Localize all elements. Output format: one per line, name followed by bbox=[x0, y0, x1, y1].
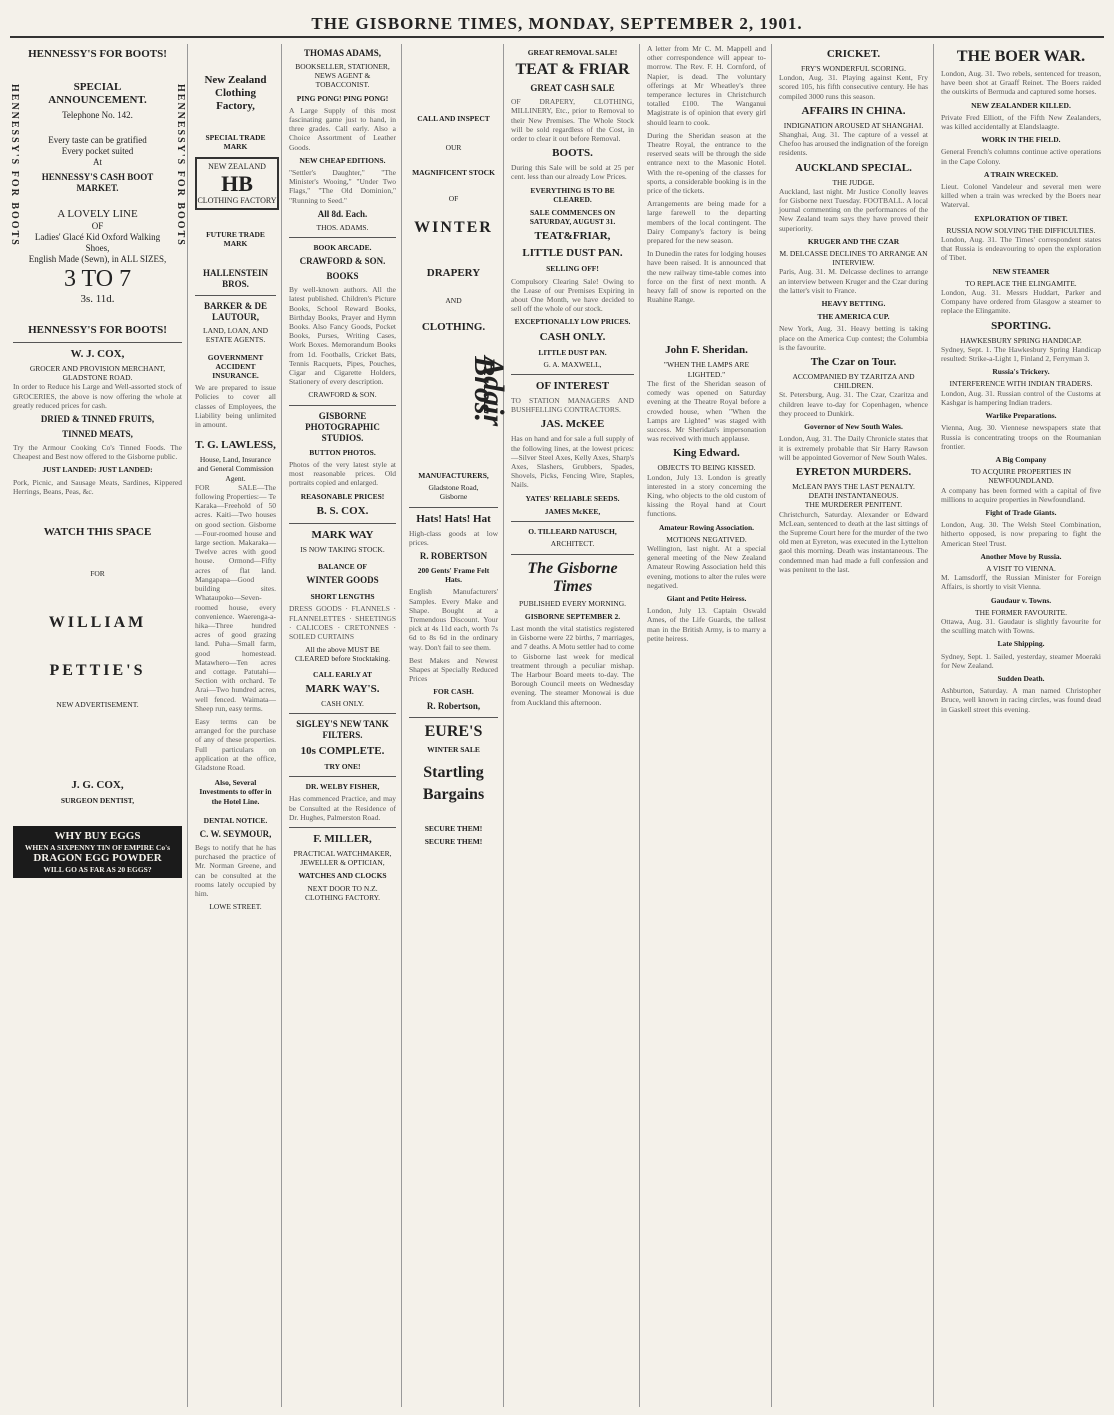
murderer-penitent: THE MURDERER PENITENT. bbox=[804, 500, 903, 510]
seymour: C. W. SEYMOUR, bbox=[199, 828, 272, 839]
governor-nsw: Governor of New South Wales. bbox=[804, 422, 903, 432]
tilleard: O. TILLEARD NATUSCH, bbox=[528, 527, 617, 537]
column-3: THOMAS ADAMS, BOOKSELLER, STATIONER, NEWS AGENT & TOBACCONIST. PING PONG! PING PONG! A Large Supply of this most fascinating game just to hand, in three grades. Call early. Also a Choice Assortment of Leather Goods. NEW CHEAP EDITIONS. "Settler's Daughter," "The Minister's Wooing," "Under Two Flags," "The Old Dominion," "Running to Seed." All 8d. Each. THOS. ADAMS. BOOK ARCADE. CRAWFORD & SON. BOOKS By well-known authors. All the latest published. Children's Picture Books, School Reward Books, Birthday Books, Prayer and Hymn Books. Also Fancy Goods, Pocket Books, Purses, Writing Cases, Work Boxes. Memorandum Books from 1d. Footballs, Cricket Bats, Tennis Racquets, Pipes, Pouches, Cigar and Cigarette Holders, Stationery of every description. CRAWFORD & SON. GISBORNE PHOTOGRAPHIC STUDIOS. BUTTON PHOTOS. Photos of the very latest style at most reasonable prices. Old portraits copied and enlarged. REASONABLE PRICES! B. S. COX. MARK WAY IS NOW TAKING STOCK. BALANCE OF WINTER GOODS SHORT LENGTHS DRESS GOODS · FLANNELS · FLANNELETTES · SHEETINGS · CALICOES · CRETONNES · SOILED CURTAINS All the above MUST BE CLEARED before Stocktaking. CALL EARLY AT MARK WAY'S. CASH ONLY. SIGLEY'S NEW TANK FILTERS. 10s COMPLETE. TRY ONE! DR. WELBY FISHER, Has commenced Practice, and may be Consulted at the Residence of Dr. Hughes, Palmerston Road. F. MILLER, PRACTICAL WATCHMAKER, JEWELLER & OPTICIAN, WATCHES AND CLOCKS NEXT DOOR TO N.Z. CLOTHING FACTORY. bbox=[284, 44, 402, 1407]
lawless: T. G. LAWLESS, bbox=[195, 439, 276, 452]
hb-logo-bottom: CLOTHING FACTORY bbox=[197, 195, 277, 205]
lawless-sub: House, Land, Insurance and General Commission Agent. bbox=[197, 455, 274, 483]
special-announcement: SPECIAL ANNOUNCEMENT. bbox=[48, 81, 147, 106]
of-interest: OF INTEREST bbox=[535, 380, 610, 393]
hb-logo-top: NEW ZEALAND bbox=[208, 162, 266, 172]
all-8d: All 8d. Each. bbox=[317, 208, 368, 219]
another-move: Another Move by Russia. bbox=[980, 551, 1062, 561]
acquire: TO ACQUIRE PROPERTIES IN NEWFOUNDLAND. bbox=[970, 467, 1072, 486]
jas-mckee: JAS. McKEE bbox=[540, 418, 605, 431]
russia-solving: RUSSIA NOW SOLVING THE DIFFICULTIES. bbox=[946, 225, 1096, 235]
gents-hats: 200 Gents' Frame Felt Hats. bbox=[417, 566, 490, 585]
the-judge: THE JUDGE. bbox=[832, 177, 875, 187]
gaudaur-towns: Gaudaur v. Towns. bbox=[990, 595, 1052, 605]
taking-stock: IS NOW TAKING STOCK. bbox=[300, 544, 385, 554]
future-trade-mark: FUTURE TRADE MARK bbox=[206, 229, 265, 249]
column-5: GREAT REMOVAL SALE! TEAT & FRIAR GREAT CASH SALE OF DRAPERY, CLOTHING, MILLINERY, Etc., prior to Removal to their New Premises. The Whole Stock will be sold regardless of the Cost, in order to clear it out before Removal. BOOTS. During this Sale will be sold at 25 per cent. less than our already Low Prices. EVERYTHING IS TO BE CLEARED. SALE COMMENCES ON SATURDAY, AUGUST 31. TEAT&FRIAR, LITTLE DUST PAN. SELLING OFF! Compulsory Clearing Sale! Owing to the Lease of our Premises Expiring in about One Month, we have decided to sell off the whole of our stock. EXCEPTIONALLY LOW PRICES. CASH ONLY. LITTLE DUST PAN. G. A. MAXWELL, OF INTEREST TO STATION MANAGERS AND BUSHFELLING CONTRACTORS. JAS. McKEE Has on hand and for sale a full supply of the following lines, at the lowest prices:—Silver Steel Axes, Kelly Axes, Sharp's Axes, Slashers, Grubbers, Spades, Shovels, Picks, Fencing Wire, Staples, Nails. YATES' RELIABLE SEEDS. JAMES McKEE, O. TILLEARD NATUSCH, ARCHITECT. The Gisborne Times PUBLISHED EVERY MORNING. GISBORNE SEPTEMBER 2. Last month the vital statistics registered in Gisborne were 22 births, 7 marriages, and 7 deaths. A Motu settler had to come to Gisborne last week for medical treatment through a peculiar mishap. The Harbour Board meets to-day. The Borough Council meets on Wednesday evening. The steamer Monowai is due from Auckland this afternoon. bbox=[506, 44, 640, 1407]
fry-scoring: FRY'S WONDERFUL SCORING. bbox=[801, 64, 906, 73]
russia-trickery: Russia's Trickery. bbox=[992, 367, 1050, 377]
eures: EURE'S bbox=[424, 722, 483, 740]
maxwell: G. A. MAXWELL, bbox=[543, 359, 602, 369]
winter-sale: WINTER SALE bbox=[427, 744, 480, 754]
adams: THOMAS ADAMS, bbox=[303, 48, 381, 58]
mclean-penalty: McLEAN PAYS THE LAST PENALTY. bbox=[792, 481, 915, 491]
column-8: THE BOER WAR. London, Aug. 31. Two rebels, sentenced for treason, have been shot at Graaff Reinet. The Boers raided the outskirts of Bermuda and captured some horses. NEW ZEALANDER KILLED. Private Fred Elliott, of the Fifth New Zealanders, was killed accidentally at Elandslaagte. WORK IN THE FIELD. General French's columns continue active operations in the Cape Colony. A TRAIN WRECKED. Lieut. Colonel Vandeleur and several men were killed when a train was wrecked by the Boers near Waterval. EXPLORATION OF TIBET. RUSSIA NOW SOLVING THE DIFFICULTIES. London, Aug. 31. The Times' correspondent states that Russia is endeavouring to open the exploration of Tibet. NEW STEAMER TO REPLACE THE ELINGAMITE. London, Aug. 31. Messrs Huddart, Parker and Company have ordered from Glasgow a steamer to replace the Elingamite. SPORTING. HAWKESBURY SPRING HANDICAP. Sydney, Sept. 1. The Hawkesbury Spring Handicap resulted: Strike-a-Light 1, Finland 2, Ferryman 3. Russia's Trickery. INTERFERENCE WITH INDIAN TRADERS. London, Aug. 31. Russian control of the Customs at Kashgar is hampering Indian traders. Warlike Preparations. Vienna, Aug. 30. Viennese newspapers state that Russia is concentrating troops on the Roumanian frontier. A Big Company TO ACQUIRE PROPERTIES IN NEWFOUNDLAND. A company has been formed with a capital of five millions to acquire properties in Newfoundland. Fight of Trade Giants. London, Aug. 30. The Welsh Steel Combination, hitherto opposed, is now preparing to fight the American Steel Trust. Another Move by Russia. A VISIT TO VIENNA. M. Lamsdorff, the Russian Minister for Foreign Affairs, is shortly to visit Vienna. Gaudaur v. Towns. THE FORMER FAVOURITE. Ottawa, Aug. 31. Gaudaur is slightly favourite for the sculling match with Towns. Late Shipping. Sydney, Sept. 1. Sailed, yesterday, steamer Moeraki for New Zealand. Sudden Death. Ashburton, Saturday. A man named Christopher Bruce, well known in racing circles, was found dead in Gaskell street this evening. bbox=[941, 48, 1101, 714]
amateur-rowing: Amateur Rowing Association. bbox=[658, 522, 755, 532]
try-one: TRY ONE! bbox=[324, 761, 361, 771]
selling-off: SELLING OFF! bbox=[546, 264, 599, 274]
work-field: WORK IN THE FIELD. bbox=[981, 135, 1061, 145]
column-1: HENNESSY'S FOR BOOTS! HENNESSY'S FOR BOOTS HENNESSY'S FOR BOOTS SPECIAL ANNOUNCEMENT. Telephone No. 142. Every taste can be gratified Every pocket suited At HENNESSY'S CASH BOOT MARKET. A LOVELY LINE OF Ladies' Glacé Kid Oxford Walking Shoes, English Made (Sewn), in ALL SIZES, 3 TO 7 3s. 11d. HENNESSY'S FOR BOOTS! W. J. COX, GROCER AND PROVISION MERCHANT, GLADSTONE ROAD. In order to Reduce his Large and Well-assorted stock of GROCERIES, the above is now offering the whole at greatly reduced prices for cash. DRIED & TINNED FRUITS, TINNED MEATS, Try the Armour Cooking Co's Tinned Foods. The Cheapest and Best now offered to the Gisborne public. JUST LANDED: JUST LANDED: Pork, Picnic, and Sausage Meats, Sardines, Kippered Herrings, Beans, Peas, &c. WATCH THIS SPACE FOR WILLIAM PETTIE'S NEW ADVERTISEMENT. J. G. COX, SURGEON DENTIST, WHY BUY EGGS WHEN A SIXPENNY TIN OF EMPIRE Co's DRAGON EGG POWDER WILL GO AS FAR AS 20 EGGS? bbox=[8, 44, 188, 1407]
new-steamer: NEW STEAMER bbox=[992, 266, 1050, 276]
warlike: Warlike Preparations. bbox=[985, 411, 1057, 421]
gisborne-times: The Gisborne Times bbox=[527, 559, 618, 595]
delcasse: M. DELCASSE DECLINES TO ARRANGE AN INTERVIEW. bbox=[779, 249, 928, 268]
cox-title: W. J. COX, bbox=[70, 348, 125, 360]
james-mckee: JAMES McKEE, bbox=[544, 506, 601, 516]
czar-tour: The Czar on Tour. bbox=[810, 356, 897, 369]
winter-heading: WINTER bbox=[414, 218, 493, 236]
heavy-betting: HEAVY BETTING. bbox=[821, 299, 886, 309]
motions-negatived: MOTIONS NEGATIVED. bbox=[666, 534, 747, 544]
boots-heading: BOOTS. bbox=[552, 147, 593, 160]
magnificent-stock: MAGNIFICENT STOCK bbox=[412, 168, 495, 178]
sporting: SPORTING. bbox=[991, 319, 1051, 332]
column-2: New Zealand Clothing Factory, SPECIAL TRADE MARK NEW ZEALAND HB CLOTHING FACTORY FUTURE TRADE MARK HALLENSTEIN BROS. BARKER & DE LAUTOUR, LAND, LOAN, AND ESTATE AGENTS. GOVERNMENT ACCIDENT INSURANCE. We are prepared to issue Policies to cover all classes of Employees, the Liability being unlimited in amount. T. G. LAWLESS, House, Land, Insurance and General Commission Agent. FOR SALE—The following Properties:— Te Karaka—Freehold of 50 acres. Kaiti—Two houses on good section. Gisborne—Four-roomed house and large section. Makaraka—Twelve acres with good house. Ormond—Fifty acres of flat land. Mangapapa—Good building sites. Whataupoko—Seven-roomed house, every convenience. Waerenga-a-hika—Three hundred acres of good grazing land. Puha—Small farm, good homestead. Matawhero—Ten acres and cottage. Patutahi—Section with orchard. Te Arai—Two hundred acres, well fenced. Waimata—Sheep run, easy terms. Easy terms can be arranged for the purchase of any of these properties. Full particulars on application at the office, Gladstone Road. Also, Several Investments to offer in the Hotel Line. DENTAL NOTICE. C. W. SEYMOUR, Begs to notify that he has purchased the practice of Mr. Norman Greene, and can be consulted at the rooms lately occupied by him. LOWE STREET. bbox=[190, 44, 282, 1407]
book-arcade: BOOK ARCADE. bbox=[313, 243, 372, 253]
late-shipping: Late Shipping. bbox=[997, 639, 1045, 649]
teat-friar: TEAT & FRIAR bbox=[515, 61, 630, 79]
auckland-special: AUCKLAND SPECIAL. bbox=[795, 161, 912, 174]
replace-elingamite: TO REPLACE THE ELINGAMITE. bbox=[965, 278, 1077, 288]
america-cup: THE AMERICA CUP. bbox=[817, 312, 890, 322]
big-company: A Big Company bbox=[995, 454, 1047, 464]
indignation: INDIGNATION AROUSED AT SHANGHAI. bbox=[783, 120, 924, 130]
hennessy-banner-top: HENNESSY'S FOR BOOTS! bbox=[28, 48, 167, 60]
eggs-line-1: WHY BUY EGGS bbox=[54, 829, 141, 842]
new-advertisement: NEW ADVERTISEMENT. bbox=[56, 700, 139, 710]
reasonable-prices: REASONABLE PRICES! bbox=[300, 491, 385, 501]
giant-heiress: Giant and Petite Heiress. bbox=[666, 593, 747, 603]
barker: BARKER & DE LAUTOUR, bbox=[203, 301, 267, 323]
special-trade-mark: SPECIAL TRADE MARK bbox=[205, 133, 266, 152]
column-4: CALL AND INSPECT OUR MAGNIFICENT STOCK OF WINTER DRAPERY AND CLOTHING. Adair Bros. MANUFACTURERS, Gladstone Road, Gisborne Hats! Hats! Hat High-class goods at low prices. R. ROBERTSON 200 Gents' Frame Felt Hats. English Manufacturers' Samples. Every Make and Shape. Bought at a Tremendous Discount. Your pick at 4s 11d each, worth 7s 6d to 8s 6d in the ordinary way. Don't fail to see them. Best Makes and Newest Shapes at Specially Reduced Prices FOR CASH. R. Robertson, EURE'S WINTER SALE Startling Bargains SECURE THEM! SECURE THEM! bbox=[404, 44, 504, 1407]
ping-pong: PING PONG! PING PONG! bbox=[296, 93, 389, 103]
for-cash: FOR CASH. bbox=[433, 687, 474, 697]
column-6: A letter from Mr C. M. Mappell and other correspondence will appear to-morrow. The Rev. F. H. Cornford, of Napier, is dead. The voluntary offerings at Mr Wheatley's three temperance lectures in Christchurch totalled £100. The Wanganui Magistrate is of opinion that every girl should learn to cook. During the Sheridan season at the Theatre Royal, the entrance to the reserved seats will be through the side entrance next to the Masonic Hotel. With the re-opening of the classes for sports, a considerable booking is in the price of the tickets. Arrangements are being made for a large farewell to the departing members of the local contingent. The Dairy Company's factory is being prepared for the new season. In Dunedin the rates for lodging houses have been raised. It is announced that the new railway time-table comes into force on the first of next month. A heavy fall of snow is reported on the Ruahine Range. John F. Sheridan. "WHEN THE LAMPS ARE LIGHTED." The first of the Sheridan season of comedy was opened on Saturday evening at the Theatre Royal before a crowded house, when "When the Lamps are Lighted" was staged with success. Mr Sheridan's impersonation was received with much applause. King Edward. OBJECTS TO BEING KISSED. London, July 13. London is greatly interested in a story concerning the King, who objects to the old custom of kissing the Royal hand at Court functions. Amateur Rowing Association. MOTIONS NEGATIVED. Wellington, last night. At a special general meeting of the New Zealand Amateur Rowing Association held this evening, motions to alter the rules were negatived. Giant and Petite Heiress. London, July 13. Captain Oswald Ames, of the Life Guards, the tallest man in the British Army, is to marry a petite heiress. bbox=[642, 44, 772, 1407]
pocket-line: Every pocket suited bbox=[61, 146, 134, 156]
adair-script: Adair Bros. bbox=[468, 356, 511, 427]
mark-way: MARK WAY bbox=[311, 528, 374, 541]
and-line: AND bbox=[445, 295, 462, 305]
william: WILLIAM bbox=[48, 614, 147, 632]
balance-of: BALANCE OF bbox=[318, 561, 367, 571]
english-line: English Made (Sewn), in ALL SIZES, bbox=[28, 254, 167, 264]
surgeon-dentist: SURGEON DENTIST, bbox=[60, 796, 135, 806]
sheridan: John F. Sheridan. bbox=[665, 344, 748, 357]
barker-sub: LAND, LOAN, AND ESTATE AGENTS. bbox=[203, 326, 268, 345]
crawford: CRAWFORD & SON. bbox=[299, 256, 386, 267]
hb-logo-mid: HB bbox=[221, 170, 253, 196]
investments: Also, Several Investments to offer in the Hotel Line. bbox=[199, 778, 272, 806]
sizes: 3 TO 7 bbox=[63, 266, 132, 292]
telephone-number: Telephone No. 142. bbox=[62, 110, 133, 120]
gisborne-4: Gisborne bbox=[439, 492, 468, 502]
manufacturers: MANUFACTURERS, bbox=[418, 471, 489, 481]
eyreton-murders: EYRETON MURDERS. bbox=[795, 465, 912, 478]
nz-killed: NEW ZEALANDER KILLED. bbox=[971, 100, 1071, 110]
hb-logo bbox=[195, 157, 279, 209]
photographic-studios: GISBORNE PHOTOGRAPHIC STUDIOS. bbox=[305, 410, 380, 443]
clothing-heading: CLOTHING. bbox=[421, 321, 486, 334]
visit-vienna: A VISIT TO VIENNA. bbox=[986, 563, 1056, 573]
column-7: CRICKET. FRY'S WONDERFUL SCORING. London, Aug. 31. Playing against Kent, Fry scored 105, his fifth consecutive century. He has compiled 3000 runs this season. AFFAIRS IN CHINA. INDIGNATION AROUSED AT SHANGHAI. Shanghai, Aug. 31. The capture of a vessel at Chefoo has aroused the indignation of the foreign residents. AUCKLAND SPECIAL. THE JUDGE. Auckland, last night. Mr Justice Conolly leaves for Gisborne next Tuesday. FOOTBALL. A local journal commenting on the performances of the New Zealand team says they have proved their superiority. KRUGER AND THE CZAR M. DELCASSE DECLINES TO ARRANGE AN INTERVIEW. Paris, Aug. 31. M. Delcasse declines to arrange an interview between Kruger and the Czar during the latter's visit to France. HEAVY BETTING. THE AMERICA CUP. New York, Aug. 31. Heavy betting is taking place on the America Cup contest; the Columbia is the favourite. The Czar on Tour. ACCOMPANIED BY TZARITZA AND CHILDREN. St. Petersburg, Aug. 31. The Czar, Czaritza and children leave to-day for Copenhagen, whence they proceed to Dunkirk. Governor of New South Wales. London, Aug. 31. The Daily Chronicle states that it is extremely probable that Sir Harry Rawson will be appointed Governor of New South Wales. EYRETON MURDERS. McLEAN PAYS THE LAST PENALTY. DEATH INSTANTANEOUS. THE MURDERER PENITENT. Christchurch, Saturday. Alexander or Edward McLean, sentenced to death at the last sittings of the Supreme Court here for the murder of the two old men at Eyreton, was executed in the Lyttelton gaol this morning. Death was instantaneous. The condemned man had made a full confession and was penitent to the last. bbox=[774, 44, 934, 1407]
crawford-sign: CRAWFORD & SON. bbox=[308, 390, 377, 400]
sigley-filters: SIGLEY'S NEW TANK FILTERS. bbox=[296, 718, 389, 740]
trade-giants: Fight of Trade Giants. bbox=[985, 507, 1057, 517]
objects-kissed: OBJECTS TO BEING KISSED. bbox=[657, 463, 756, 473]
bs-cox: B. S. COX. bbox=[316, 504, 369, 517]
hawkesbury: HAWKESBURY SPRING HANDICAP. bbox=[960, 335, 1082, 345]
our-line: OUR bbox=[445, 143, 462, 153]
king-edward: King Edward. bbox=[673, 447, 740, 460]
hennessy-side-left: HENNESSY'S FOR BOOTS bbox=[9, 84, 21, 247]
egg-powder-ad bbox=[13, 826, 182, 878]
drapery-heading: DRAPERY bbox=[426, 266, 481, 279]
for-line: FOR bbox=[90, 569, 105, 579]
cash-only-5: CASH ONLY. bbox=[539, 330, 606, 343]
little-dust-pan-2: LITTLE DUST PAN. bbox=[538, 347, 607, 357]
kruger-czar: KRUGER AND THE CZAR bbox=[807, 236, 900, 246]
taste-line: Every taste can be gratified bbox=[48, 135, 147, 145]
death-instantaneous: DEATH INSTANTANEOUS. bbox=[808, 491, 899, 501]
interference: INTERFERENCE WITH INDIAN TRADERS. bbox=[949, 379, 1093, 389]
robertson-1: R. ROBERTSON bbox=[419, 551, 488, 562]
adams-sub: BOOKSELLER, STATIONER, NEWS AGENT & TOBACCONIST. bbox=[295, 62, 390, 90]
just-landed: JUST LANDED: JUST LANDED: bbox=[42, 465, 153, 475]
cricket: CRICKET. bbox=[826, 48, 881, 60]
dr-fisher: DR. WELBY FISHER, bbox=[305, 782, 380, 792]
of-line: OF bbox=[91, 221, 104, 231]
exceptionally-low: EXCEPTIONALLY LOW PRICES. bbox=[514, 317, 631, 327]
short-lengths: SHORT LENGTHS bbox=[310, 592, 375, 602]
startling: Startling bbox=[423, 763, 484, 781]
cox-dentist-name: J. G. COX, bbox=[71, 779, 124, 792]
great-cash-sale: GREAT CASH SALE bbox=[530, 83, 615, 94]
call-inspect: CALL AND INSPECT bbox=[417, 114, 490, 123]
secure-them-1: SECURE THEM! bbox=[424, 823, 483, 833]
cox-subtitle: GROCER AND PROVISION MERCHANT, GLADSTONE ROAD. bbox=[29, 364, 166, 383]
govt-insurance: GOVERNMENT ACCIDENT INSURANCE. bbox=[207, 352, 264, 381]
cash-only-markway: CASH ONLY. bbox=[321, 698, 364, 708]
bargains: Bargains bbox=[422, 785, 485, 803]
dried-fruits: DRIED & TINNED FRUITS, bbox=[40, 414, 155, 425]
eggs-line-3: DRAGON EGG POWDER bbox=[33, 851, 162, 864]
gladstone-road: Gladstone Road, bbox=[428, 483, 479, 493]
when-lamps: "WHEN THE LAMPS ARE LIGHTED." bbox=[663, 360, 750, 379]
everything-cleared: EVERYTHING IS TO BE CLEARED. bbox=[530, 185, 615, 204]
adams-sign: THOS. ADAMS. bbox=[316, 222, 369, 232]
tinned-meats: TINNED MEATS, bbox=[62, 429, 133, 440]
at-line: At bbox=[93, 157, 102, 167]
dental-notice: DENTAL NOTICE. bbox=[203, 815, 268, 825]
hennessy-banner-bottom: HENNESSY'S FOR BOOTS! bbox=[28, 324, 167, 336]
masthead: THE GISBORNE TIMES, MONDAY, SEPTEMBER 2, 1901. bbox=[10, 14, 1104, 38]
must-be-cleared: All the above MUST BE CLEARED before Stocktaking. bbox=[294, 645, 391, 664]
sale-commences: SALE COMMENCES ON SATURDAY, AUGUST 31. bbox=[529, 208, 616, 227]
exploration-tibet: EXPLORATION OF TIBET. bbox=[974, 213, 1068, 223]
watchmaker: PRACTICAL WATCHMAKER, JEWELLER & OPTICIAN, bbox=[293, 848, 392, 868]
mark-ways: MARK WAY'S. bbox=[305, 682, 380, 695]
teat-friar-2: TEAT&FRIAR, bbox=[534, 230, 611, 243]
hats: Hats! Hats! Hat bbox=[416, 512, 491, 525]
watch-space: WATCH THIS SPACE bbox=[43, 526, 152, 539]
shoe-price: 3s. 11d. bbox=[80, 293, 115, 305]
hennessy-side-right: HENNESSY'S FOR BOOTS bbox=[175, 84, 186, 247]
cheap-editions: NEW CHEAP EDITIONS. bbox=[299, 155, 386, 165]
yates-seeds: YATES' RELIABLE SEEDS. bbox=[525, 493, 620, 503]
pettie: PETTIE'S bbox=[49, 662, 146, 680]
call-early: CALL EARLY AT bbox=[313, 669, 372, 679]
ladies-line: Ladies' Glacé Kid Oxford Walking Shoes, bbox=[34, 232, 161, 253]
eggs-line-4: WILL GO AS FAR AS 20 EGGS? bbox=[43, 864, 152, 874]
boer-war: THE BOER WAR. bbox=[956, 48, 1086, 65]
architect: ARCHITECT. bbox=[550, 539, 595, 549]
store-name: HENNESSY'S CASH BOOT MARKET. bbox=[41, 172, 154, 193]
adair-logo bbox=[409, 337, 511, 467]
sudden-death: Sudden Death. bbox=[997, 673, 1045, 683]
train-wrecked: A TRAIN WRECKED. bbox=[983, 169, 1059, 179]
f-miller: F. MILLER, bbox=[313, 832, 372, 845]
gisborne-date: GISBORNE SEPTEMBER 2. bbox=[524, 611, 621, 621]
robertson-2: R. Robertson, bbox=[426, 700, 481, 711]
of-line-4: OF bbox=[448, 193, 459, 203]
published: PUBLISHED EVERY MORNING. bbox=[518, 598, 627, 608]
accompanied: ACCOMPANIED BY TZARITZA AND CHILDREN. bbox=[792, 372, 915, 391]
hallenstein: HALLENSTEIN BROS. bbox=[202, 268, 269, 290]
lovely-line: A LOVELY LINE bbox=[57, 208, 138, 220]
affairs-china: AFFAIRS IN CHINA. bbox=[801, 104, 906, 117]
eggs-line-2: WHEN A SIXPENNY TIN OF EMPIRE Co's bbox=[24, 842, 171, 852]
removal-sale: GREAT REMOVAL SALE! bbox=[527, 48, 618, 57]
lowe-street: LOWE STREET. bbox=[209, 902, 262, 912]
little-dust-pan: LITTLE DUST PAN. bbox=[522, 247, 623, 260]
secure-them-2: SECURE THEM! bbox=[424, 837, 483, 847]
nz-clothing-title: New Zealand Clothing Factory, bbox=[204, 74, 267, 112]
next-door: NEXT DOOR TO N.Z. CLOTHING FACTORY. bbox=[304, 883, 380, 902]
winter-goods: WINTER GOODS bbox=[306, 575, 379, 586]
watches-clocks: WATCHES AND CLOCKS bbox=[298, 871, 387, 881]
button-photos: BUTTON PHOTOS. bbox=[309, 447, 376, 457]
books-heading: BOOKS bbox=[326, 271, 359, 282]
ten-shillings: 10s COMPLETE. bbox=[300, 744, 385, 757]
former-favourite: THE FORMER FAVOURITE. bbox=[974, 607, 1068, 617]
